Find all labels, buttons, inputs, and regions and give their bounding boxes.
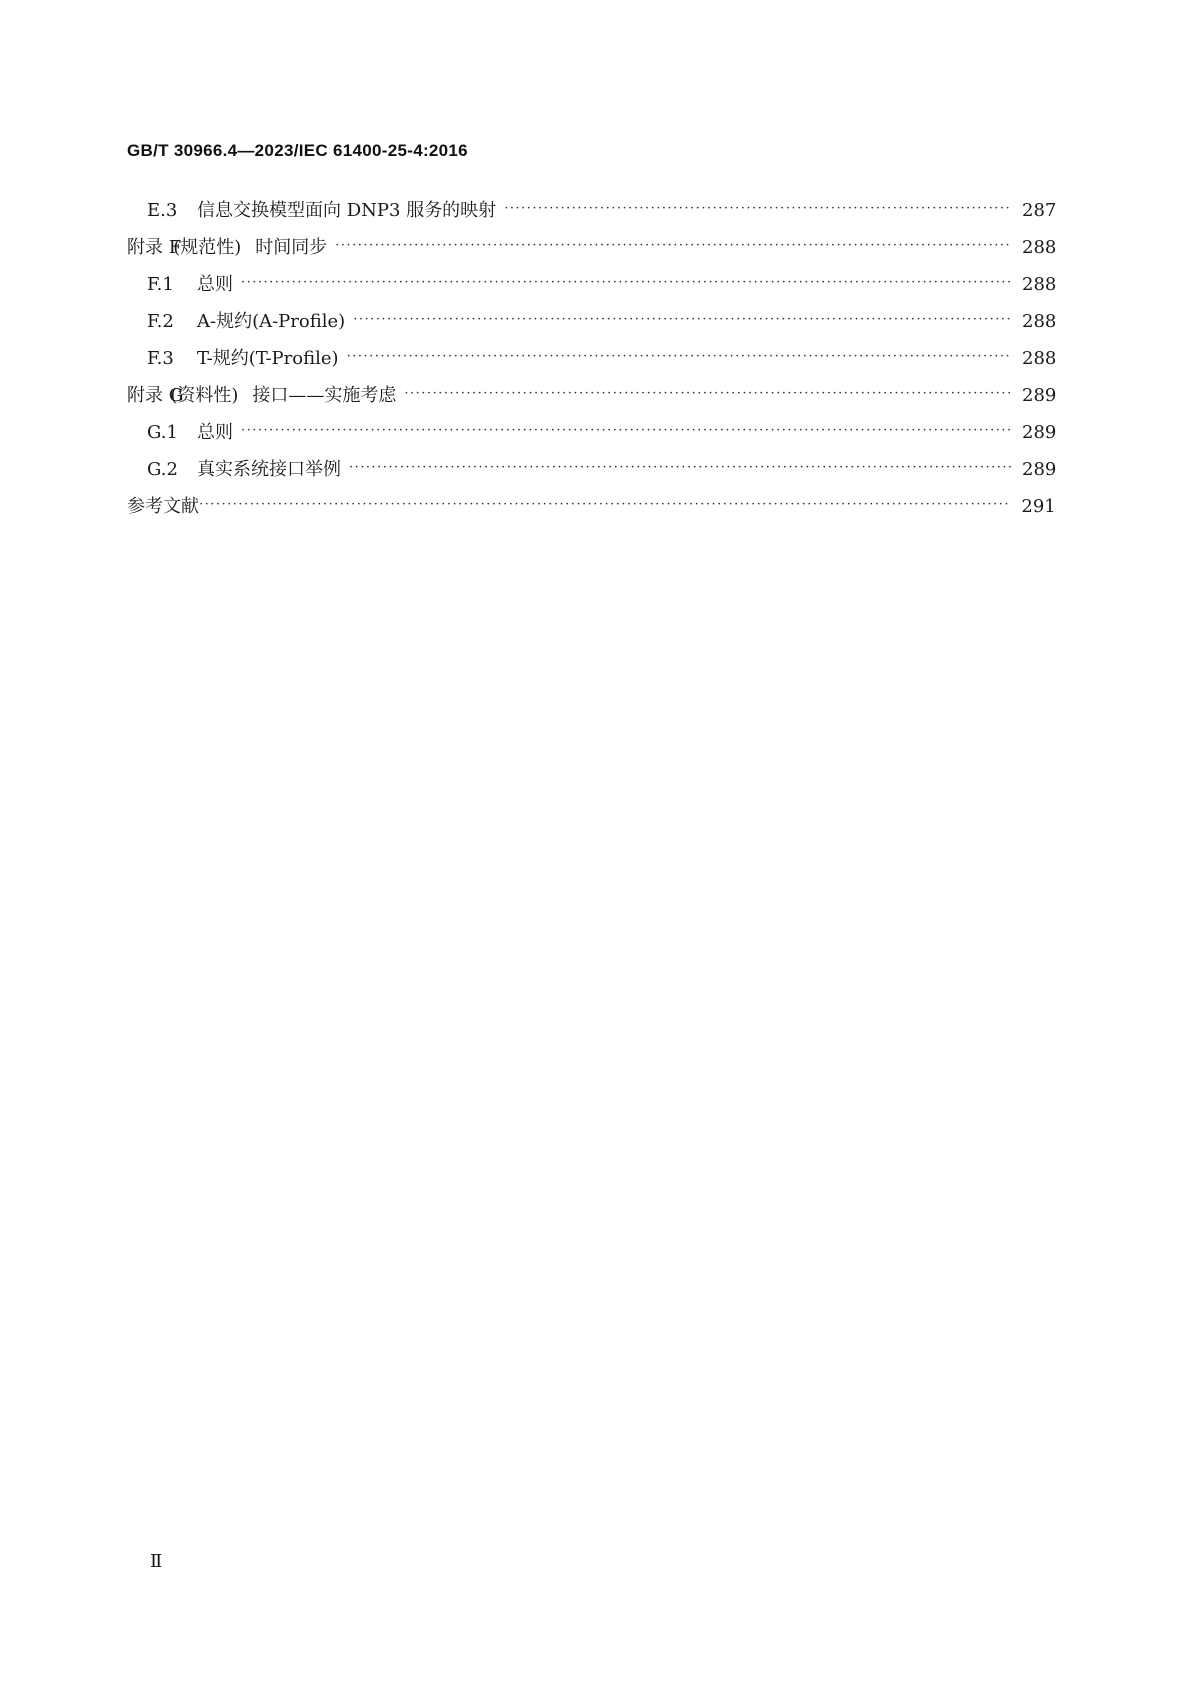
toc-entry-page: 287 bbox=[1022, 200, 1057, 221]
toc-entry-title: A-规约(A-Profile) bbox=[197, 311, 346, 332]
toc-entry-page: 291 bbox=[1021, 496, 1056, 517]
toc-entry-title: 接口——实施考虑 bbox=[252, 385, 397, 406]
toc-entry-title: 时间同步 bbox=[255, 237, 328, 258]
toc-entry-g1[interactable] bbox=[127, 414, 1057, 451]
toc-entry-page: 289 bbox=[1022, 422, 1057, 443]
toc-dot-leader bbox=[335, 227, 1012, 264]
table-of-contents bbox=[127, 192, 1057, 525]
toc-entry-g2[interactable] bbox=[127, 451, 1057, 488]
toc-entry-number: 附录 F bbox=[127, 237, 182, 258]
toc-entry-f3[interactable] bbox=[127, 340, 1057, 377]
toc-entry-f1[interactable] bbox=[127, 266, 1057, 303]
toc-dot-leader bbox=[504, 190, 1012, 227]
toc-entry-references[interactable] bbox=[127, 488, 1056, 525]
toc-entry-title: T-规约(T-Profile) bbox=[197, 348, 339, 369]
toc-dot-leader bbox=[347, 338, 1012, 375]
toc-dot-leader bbox=[241, 412, 1012, 449]
toc-entry-f2[interactable] bbox=[127, 303, 1057, 340]
toc-entry-type: (规范性) bbox=[173, 237, 242, 258]
toc-dot-leader bbox=[349, 449, 1012, 486]
toc-entry-number: G.2 bbox=[147, 459, 178, 480]
toc-dot-leader bbox=[199, 486, 1011, 523]
toc-dot-leader bbox=[353, 301, 1012, 338]
toc-entry-page: 289 bbox=[1022, 459, 1057, 480]
toc-entry-e3[interactable] bbox=[127, 192, 1057, 229]
toc-entry-page: 288 bbox=[1022, 237, 1057, 258]
toc-entry-appendix-f[interactable] bbox=[127, 229, 1057, 266]
toc-dot-leader bbox=[241, 264, 1012, 301]
toc-entry-title: 总则 bbox=[197, 422, 233, 443]
toc-entry-number: F.2 bbox=[147, 311, 174, 332]
standard-id: GB/T 30966.4—2023/IEC 61400-25-4:2016 bbox=[127, 141, 468, 160]
toc-entry-title: 参考文献 bbox=[127, 496, 199, 517]
toc-entry-page: 289 bbox=[1022, 385, 1057, 406]
toc-entry-number: 附录 G bbox=[127, 385, 184, 406]
toc-entry-appendix-g[interactable] bbox=[127, 377, 1057, 414]
toc-dot-leader bbox=[404, 375, 1012, 412]
toc-entry-title: 真实系统接口举例 bbox=[197, 459, 341, 480]
toc-entry-page: 288 bbox=[1022, 348, 1057, 369]
toc-entry-number: G.1 bbox=[147, 422, 178, 443]
toc-entry-number: F.1 bbox=[147, 274, 174, 295]
toc-entry-number: F.3 bbox=[147, 348, 174, 369]
document-header bbox=[127, 141, 468, 161]
toc-entry-page: 288 bbox=[1022, 311, 1057, 332]
toc-entry-type: (资料性) bbox=[170, 385, 239, 406]
toc-entry-number: E.3 bbox=[147, 200, 178, 221]
toc-entry-title: 总则 bbox=[197, 274, 233, 295]
page-number: Ⅱ bbox=[150, 1551, 163, 1572]
toc-entry-title: 信息交换模型面向 DNP3 服务的映射 bbox=[197, 200, 497, 221]
toc-entry-page: 288 bbox=[1022, 274, 1057, 295]
